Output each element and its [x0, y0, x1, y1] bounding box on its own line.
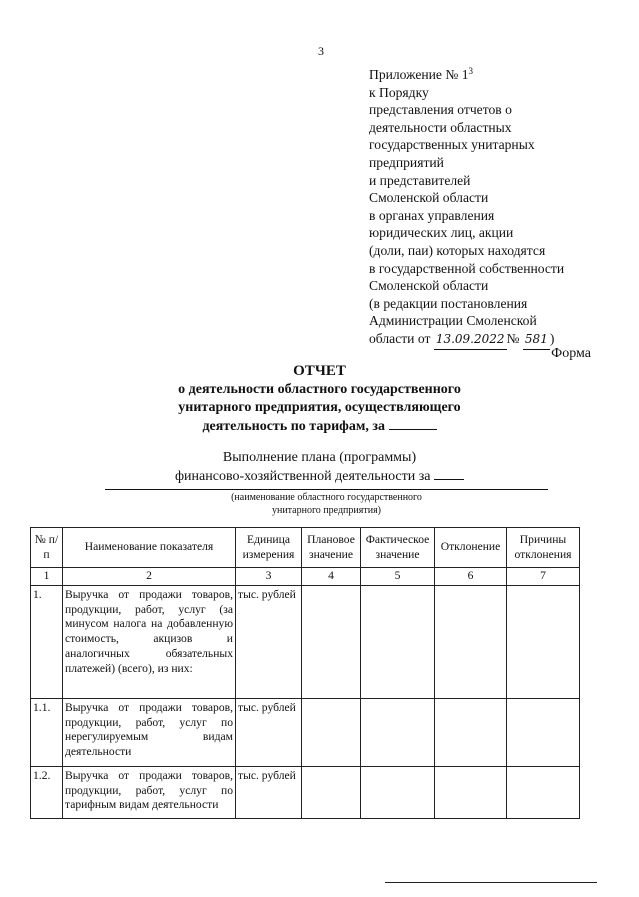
row-fact-value — [361, 698, 435, 766]
appendix-line: государственных унитарных — [369, 137, 535, 153]
column-number: 6 — [435, 568, 507, 586]
row-indicator-name: Выручка от продажи товаров, продукции, работ, услуг по тарифным видам деятельности — [63, 766, 236, 818]
row-indicator-name: Выручка от продажи товаров, продукции, работ, услуг (за минусом налога на добавленную стоимость, акцизов и аналогичных обязательных платежей) (всего), из них: — [63, 585, 236, 698]
row-plan-value — [302, 698, 361, 766]
row-number: 1. — [31, 585, 63, 698]
column-number: 1 — [31, 568, 63, 586]
appendix-line: Администрации Смоленской — [369, 313, 537, 329]
header-reasons: Причины отклонения — [507, 528, 580, 568]
column-number: 7 — [507, 568, 580, 586]
table-row — [31, 766, 580, 818]
footer-rule — [385, 882, 597, 883]
subtitle-line: Выполнение плана (программы) — [222, 450, 417, 465]
row-deviation — [435, 585, 507, 698]
row-reasons — [507, 585, 580, 698]
row-indicator-name: Выручка от продажи товаров, продукции, работ, услуг по нерегулируемым видам деятельности — [63, 698, 236, 766]
header-fact: Фактическое значение — [361, 528, 435, 568]
appendix-line: юридических лиц, акции — [369, 225, 514, 241]
header-indicator-name: Наименование показателя — [63, 528, 236, 568]
row-number: 1.2. — [31, 766, 63, 818]
org-name-line — [105, 489, 548, 490]
report-title: ОТЧЕТ — [293, 363, 346, 379]
period-blank — [434, 467, 464, 480]
report-title-line: унитарного предприятия, осуществляющего — [178, 400, 461, 415]
header-number: № п/п — [31, 528, 63, 568]
appendix-title-text: Приложение № 1 — [369, 67, 469, 82]
org-name-caption — [105, 492, 548, 517]
column-number: 2 — [63, 568, 236, 586]
handwritten-number: 581 — [523, 331, 550, 350]
subtitle-period-line — [0, 467, 639, 486]
report-title-line: о деятельности областного государственного — [178, 382, 461, 397]
header-unit: Единица измерения — [236, 528, 302, 568]
appendix-date-prefix: области от — [369, 330, 431, 346]
header-plan: Плановое значение — [302, 528, 361, 568]
period-blank — [389, 417, 437, 430]
appendix-date-suffix: ) — [549, 330, 555, 346]
row-fact-value — [361, 585, 435, 698]
appendix-line: предприятий — [369, 154, 444, 170]
appendix-line: Смоленской области — [369, 190, 489, 206]
org-caption-line: унитарного предприятия) — [271, 504, 382, 516]
appendix-line: (доли, паи) которых находятся — [369, 242, 546, 258]
row-fact-value — [361, 766, 435, 818]
handwritten-date: 13.09.2022 — [434, 331, 507, 350]
row-plan-value — [302, 766, 361, 818]
report-title-period-line — [0, 417, 639, 436]
column-number: 5 — [361, 568, 435, 586]
row-reasons — [507, 698, 580, 766]
report-title-line: деятельность по тарифам, за — [202, 419, 386, 434]
row-deviation — [435, 698, 507, 766]
number-sign: № — [506, 330, 520, 346]
appendix-line: в органах управления — [369, 207, 495, 223]
appendix-line: представления отчетов о — [369, 102, 512, 118]
table-row — [31, 698, 580, 766]
form-label: Форма — [551, 346, 591, 361]
table-row — [31, 585, 580, 698]
appendix-title-superscript: 3 — [468, 66, 474, 76]
appendix-line: Смоленской области — [369, 278, 489, 294]
report-title-block — [0, 361, 639, 486]
row-reasons — [507, 766, 580, 818]
subtitle-line: финансово-хозяйственной деятельности за — [174, 469, 431, 484]
appendix-line: деятельности областных — [369, 119, 512, 135]
row-number: 1.1. — [31, 698, 63, 766]
appendix-line: в государственной собственности — [369, 260, 565, 276]
header-deviation: Отклонение — [435, 528, 507, 568]
row-unit: тыс. рублей — [236, 585, 302, 698]
row-unit: тыс. рублей — [236, 766, 302, 818]
row-deviation — [435, 766, 507, 818]
table-header-row — [31, 528, 580, 568]
appendix-line: и представителей — [369, 172, 471, 188]
row-unit: тыс. рублей — [236, 698, 302, 766]
page-number: 3 — [318, 44, 324, 58]
row-plan-value — [302, 585, 361, 698]
column-number: 3 — [236, 568, 302, 586]
column-number: 4 — [302, 568, 361, 586]
appendix-line: (в редакции постановления — [369, 295, 528, 311]
appendix-title — [369, 66, 599, 84]
column-number-row — [31, 568, 580, 586]
appendix-line: к Порядку — [369, 84, 429, 100]
report-table — [30, 527, 580, 819]
org-caption-line: (наименование областного государственного — [231, 492, 422, 503]
appendix-header — [369, 66, 599, 350]
